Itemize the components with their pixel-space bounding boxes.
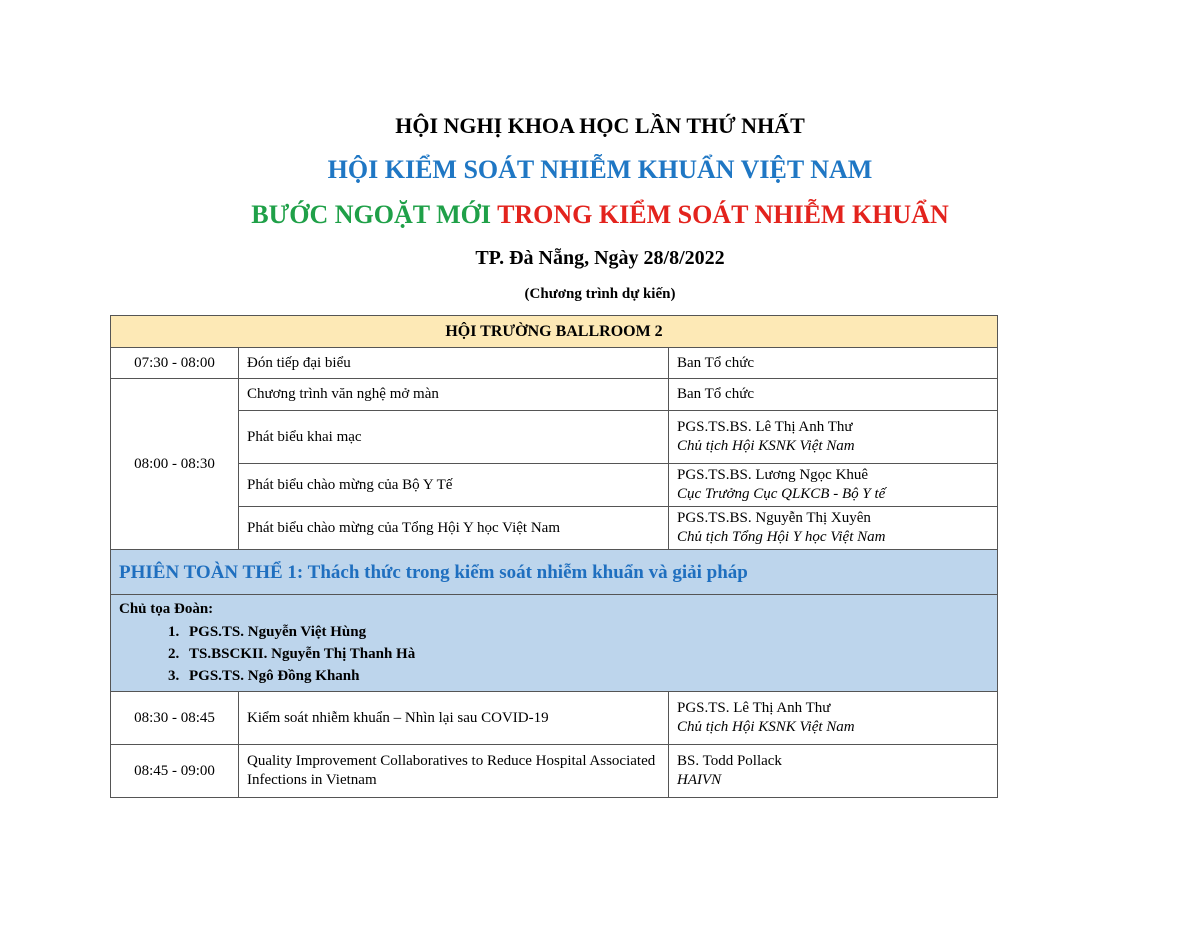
topic: Phát biểu chào mừng của Bộ Y Tế bbox=[239, 464, 669, 507]
speaker-cell bbox=[669, 411, 998, 464]
speaker-name: BS. Todd Pollack bbox=[677, 753, 782, 769]
time-slot: 08:45 - 09:00 bbox=[111, 745, 239, 798]
session-header-row bbox=[111, 550, 998, 595]
speaker-name: PGS.TS.BS. Lương Ngọc Khuê bbox=[677, 467, 869, 483]
speaker: Ban Tổ chức bbox=[669, 348, 998, 379]
chair-item: 3. PGS.TS. Ngô Đồng Khanh bbox=[183, 665, 989, 687]
table-row bbox=[111, 745, 998, 798]
agenda-table bbox=[110, 315, 998, 798]
table-row bbox=[111, 348, 998, 379]
theme-part-red: TRONG KIỂM SOÁT NHIỄM KHUẨN bbox=[497, 200, 949, 229]
hall-header-row bbox=[111, 316, 998, 348]
topic: Quality Improvement Collaboratives to Reduce Hospital Associated Infections in Vietnam bbox=[239, 745, 669, 798]
topic: Chương trình văn nghệ mở màn bbox=[239, 379, 669, 411]
chair-item: 1. PGS.TS. Nguyễn Việt Hùng bbox=[183, 621, 989, 643]
speaker: Ban Tổ chức bbox=[669, 379, 998, 411]
table-row bbox=[111, 692, 998, 745]
speaker-role: Cục Trưởng Cục QLKCB - Bộ Y tế bbox=[677, 486, 886, 502]
speaker-cell bbox=[669, 464, 998, 507]
speaker-role: Chủ tịch Hội KSNK Việt Nam bbox=[677, 719, 855, 735]
hall-name: HỘI TRƯỜNG BALLROOM 2 bbox=[111, 316, 998, 348]
conference-theme bbox=[0, 199, 1200, 231]
conference-title: HỘI NGHỊ KHOA HỌC LẦN THỨ NHẤT bbox=[395, 113, 805, 138]
speaker-role: HAIVN bbox=[677, 772, 722, 788]
session-title: PHIÊN TOÀN THỂ 1: Thách thức trong kiểm soát nhiễm khuẩn và giải pháp bbox=[111, 550, 998, 595]
location-date: TP. Đà Nẵng, Ngày 28/8/2022 bbox=[475, 247, 725, 269]
table-row bbox=[111, 464, 998, 507]
association-title: HỘI KIỂM SOÁT NHIỄM KHUẨN VIỆT NAM bbox=[327, 155, 873, 184]
speaker-cell bbox=[669, 745, 998, 798]
topic: Đón tiếp đại biểu bbox=[239, 348, 669, 379]
speaker-name: PGS.TS. Lê Thị Anh Thư bbox=[677, 700, 831, 716]
table-row bbox=[111, 507, 998, 550]
theme-part-green: BƯỚC NGOẶT MỚI bbox=[251, 200, 498, 229]
table-row bbox=[111, 411, 998, 464]
time-slot: 08:00 - 08:30 bbox=[111, 379, 239, 550]
chair-item: 2. TS.BSCKII. Nguyễn Thị Thanh Hà bbox=[183, 643, 989, 665]
speaker-role: Chủ tịch Tổng Hội Y học Việt Nam bbox=[677, 529, 886, 545]
chairs-cell bbox=[111, 595, 998, 692]
table-row bbox=[111, 379, 998, 411]
speaker-cell bbox=[669, 507, 998, 550]
time-slot: 07:30 - 08:00 bbox=[111, 348, 239, 379]
chairs-label: Chủ tọa Đoàn: bbox=[119, 600, 214, 617]
chairs-list bbox=[119, 621, 989, 687]
speaker-cell bbox=[669, 692, 998, 745]
speaker-name: PGS.TS.BS. Nguyễn Thị Xuyên bbox=[677, 510, 871, 526]
chairs-row bbox=[111, 595, 998, 692]
topic: Phát biểu khai mạc bbox=[239, 411, 669, 464]
time-slot: 08:30 - 08:45 bbox=[111, 692, 239, 745]
program-note: (Chương trình dự kiến) bbox=[524, 286, 676, 302]
topic: Phát biểu chào mừng của Tổng Hội Y học Việt Nam bbox=[239, 507, 669, 550]
speaker-name: PGS.TS.BS. Lê Thị Anh Thư bbox=[677, 419, 853, 435]
speaker-role: Chủ tịch Hội KSNK Việt Nam bbox=[677, 438, 855, 454]
topic: Kiểm soát nhiễm khuẩn – Nhìn lại sau COVID-19 bbox=[239, 692, 669, 745]
